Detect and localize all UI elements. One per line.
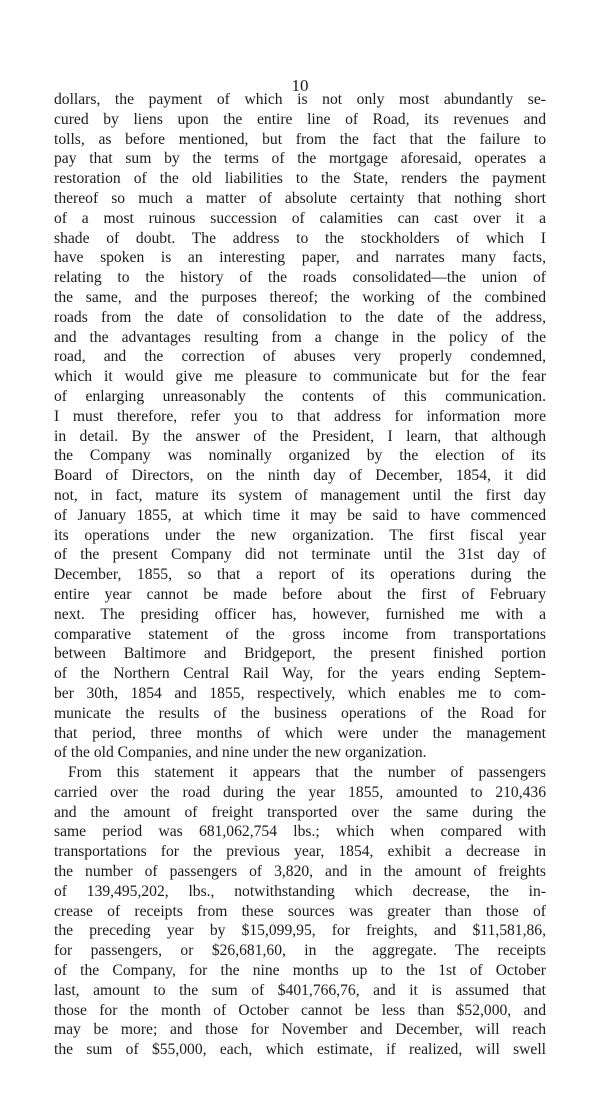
text-line: ber 30th, 1854 and 1855, respectively, which enables me to com- bbox=[54, 684, 546, 702]
text-line: which it would give me pleasure to communicate but for the fear bbox=[54, 368, 546, 386]
text-line: and the amount of freight transported over the same during the bbox=[54, 803, 546, 821]
text-line: for passengers, or $26,681,60, in the aggregate. The receipts bbox=[54, 942, 546, 960]
text-line: may be more; and those for November and December, will reach bbox=[54, 1021, 546, 1039]
text-line: its operations under the new organization. The first fiscal year bbox=[54, 526, 546, 544]
text-line: of a most ruinous succession of calamities can cast over it a bbox=[54, 209, 546, 227]
text-line: transportations for the previous year, 1854, exhibit a decrease in bbox=[54, 843, 546, 861]
page-number: 10 bbox=[291, 76, 309, 95]
text-line: the same, and the purposes thereof; the working of the combined bbox=[54, 288, 546, 306]
text-line: last, amount to the sum of $401,766,76, and it is assumed that bbox=[54, 981, 546, 999]
text-line: comparative statement of the gross income from transportations bbox=[54, 625, 546, 643]
text-line: have spoken is an interesting paper, and narrates many facts, bbox=[54, 249, 546, 267]
text-line: of 139,495,202, lbs., notwithstanding which decrease, the in- bbox=[54, 882, 546, 900]
text-line: the Company was nominally organized by the election of its bbox=[54, 447, 546, 465]
text-line: Board of Directors, on the ninth day of December, 1854, it did bbox=[54, 467, 546, 485]
text-line: carried over the road during the year 1855, amounted to 210,436 bbox=[54, 783, 546, 801]
text-line: From this statement it appears that the number of passengers bbox=[68, 764, 546, 782]
text-line: December, 1855, so that a report of its operations during the bbox=[54, 566, 546, 584]
text-line: the sum of $55,000, each, which estimate, if realized, will swell bbox=[54, 1041, 546, 1059]
text-line: thereof so much a matter of absolute certainty that nothing short bbox=[54, 189, 546, 207]
text-line: tolls, as before mentioned, but from the fact that the failure to bbox=[54, 130, 546, 148]
text-line: of the old Companies, and nine under the new organization. bbox=[54, 744, 427, 762]
text-line: and the advantages resulting from a change in the policy of the bbox=[54, 328, 546, 346]
text-line: municate the results of the business operations of the Road for bbox=[54, 704, 546, 722]
text-line: between Baltimore and Bridgeport, the present finished portion bbox=[54, 645, 546, 663]
text-line: cured by liens upon the entire line of Road, its revenues and bbox=[54, 110, 546, 128]
text-line: of the present Company did not terminate until the 31st day of bbox=[54, 546, 546, 564]
text-line: I must therefore, refer you to that address for information more bbox=[54, 407, 546, 425]
text-line: crease of receipts from these sources was greater than those of bbox=[54, 902, 546, 920]
text-line: same period was 681,062,754 lbs.; which when compared with bbox=[54, 823, 546, 841]
text-line: the number of passengers of 3,820, and in the amount of freights bbox=[54, 863, 546, 881]
text-line: dollars, the payment of which is not only most abundantly se- bbox=[54, 91, 546, 108]
text-line: shade of doubt. The address to the stockholders of which I bbox=[54, 229, 546, 247]
text-line: relating to the history of the roads consolidated—the union of bbox=[54, 269, 546, 287]
text-line: of enlarging unreasonably the contents of this communication. bbox=[54, 387, 546, 405]
text-line: of the Northern Central Rail Way, for the years ending Septem- bbox=[54, 665, 546, 683]
text-line: next. The presiding officer has, however, furnished me with a bbox=[54, 605, 546, 623]
body-text bbox=[54, 90, 546, 1060]
text-line: of January 1855, at which time it may be said to have commenced bbox=[54, 506, 546, 524]
text-line: the preceding year by $15,099,95, for freights, and $11,581,86, bbox=[54, 922, 546, 940]
text-line: in detail. By the answer of the President, I learn, that although bbox=[54, 427, 546, 445]
text-line: road, and the correction of abuses very properly condemned, bbox=[54, 348, 546, 366]
text-line: those for the month of October cannot be less than $52,000, and bbox=[54, 1001, 546, 1019]
text-line: not, in fact, mature its system of management until the first day bbox=[54, 486, 546, 504]
text-line: roads from the date of consolidation to the date of the address, bbox=[54, 308, 546, 326]
text-line: of the Company, for the nine months up to the 1st of October bbox=[54, 962, 546, 980]
text-line: restoration of the old liabilities to the State, renders the payment bbox=[54, 170, 546, 188]
text-line: pay that sum by the terms of the mortgage aforesaid, operates a bbox=[54, 150, 546, 168]
text-line: that period, three months of which were under the management bbox=[54, 724, 546, 742]
text-line: entire year cannot be made before about the first of February bbox=[54, 585, 546, 603]
